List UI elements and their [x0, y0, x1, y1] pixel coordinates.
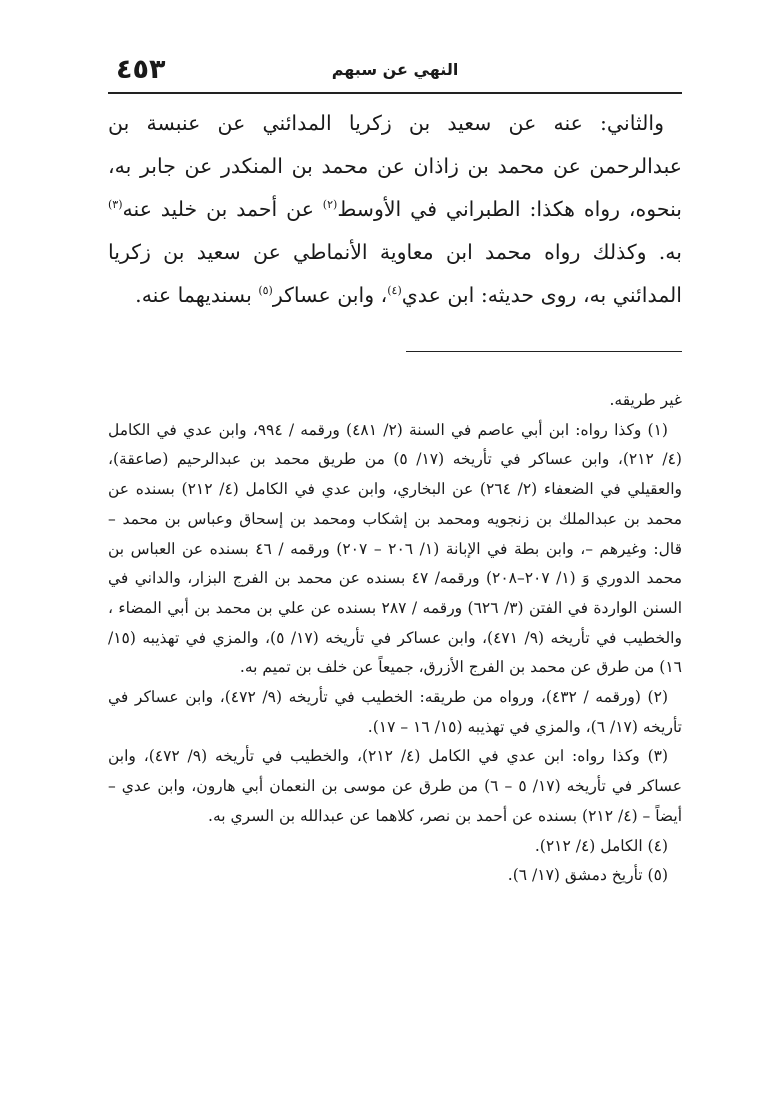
main-text-part-4: ، وابن عساكر	[272, 283, 388, 307]
footnote-ref-4: (٤)	[387, 284, 402, 298]
main-text-part-3: به. وكذلك رواه محمد ابن معاوية الأنماطي عن سعيد بن زكريا المدائني به، روى حديثه: ابن عدي	[108, 240, 682, 307]
main-text	[108, 102, 682, 317]
footnote-ref-5: (٥)	[258, 284, 273, 298]
footnote-1: (١) وكذا رواه: ابن أبي عاصم في السنة (٢/ ٤٨١) ورقمه / ٩٩٤، وابن عدي في الكامل (٤/ ٢١٢)، وابن عساكر في تأريخه (١٧/ ٥) من طريق محمد بن عبدالرحيم (صاعقة)، والعقيلي في الضعفاء (٢/ ٢٦٤) عن البخاري، وابن عدي في الكامل (٤/ ٢١٢) بسنده عن محمد بن عبدالملك بن زنجويه ومحمد بن إشكاب ومحمد بن إسحاق وعباس بن محمد – قال: وغيرهم –، وابن بطة في الإبانة (١/ ٢٠٦ – ٢٠٧) ورقمه / ٤٦ بسنده عن العباس بن محمد الدوري وَ (١/ ٢٠٧–٢٠٨) ورقمه/ ٤٧ بسنده عن محمد بن الفرج البزار، والداني في السنن الواردة في الفتن (٣/ ٦٢٦) ورقمه / ٢٨٧ بسنده عن علي بن محمد بن أبي المضاء ، والخطيب في تأريخه (٩/ ٤٧١)، وابن عساكر في تأريخه (١٧/ ٥)، والمزي في تهذيبه (١٥/ ١٦) من طرق عن محمد بن الفرج الأزرق، جميعاً عن خلف بن تميم به.	[108, 420, 683, 677]
page-number: ٤٥٣	[116, 54, 166, 85]
footnote-continuation: غير طريقه.	[609, 391, 682, 409]
footnote-separator	[406, 351, 682, 352]
footnote-2: (٢) (ورقمه / ٤٣٢)، ورواه من طريقه: الخطيب في تأريخه (٩/ ٤٧٢)، وابن عساكر في تأريخه (١٧/ ٦)، والمزي في تهذيبه (١٥/ ١٦ – ١٧).	[108, 688, 682, 736]
footnote-3: (٣) وكذا رواه: ابن عدي في الكامل (٤/ ٢١٢)، والخطيب في تأريخه (٩/ ٤٧٢)، وابن عساكر في تأريخه (١٧/ ٥ – ٦) من طرق عن موسى بن النعمان أبي هارون، وابن عدي – أيضاً – (٤/ ٢١٢) بسنده عن أحمد بن نصر، كلاهما عن عبدالله بن السري به.	[108, 747, 682, 825]
footnote-ref-2: (٢)	[322, 198, 338, 212]
running-title: النهي عن سبهم	[331, 60, 459, 79]
footnote-4: (٤) الكامل (٤/ ٢١٢).	[534, 836, 668, 855]
footnote-5: (٥) تأريخ دمشق (١٧/ ٦).	[507, 866, 668, 885]
main-paragraph	[108, 102, 682, 317]
running-header	[108, 54, 682, 94]
main-text-part-5: بسنديهما عنه.	[135, 283, 259, 307]
footnote-ref-3: (٣)	[108, 198, 123, 212]
footnotes	[108, 386, 682, 891]
main-text-part-1: والثاني: عنه عن سعيد بن زكريا المدائني عن عنبسة بن عبدالرحمن عن محمد بن زاذان عن محمد بن المنكدر عن جابر به، بنحوه، رواه هكذا: الطبراني في الأوسط	[108, 111, 682, 221]
book-page	[108, 54, 683, 891]
main-text-part-2: عن أحمد بن خليد عنه	[122, 197, 323, 221]
